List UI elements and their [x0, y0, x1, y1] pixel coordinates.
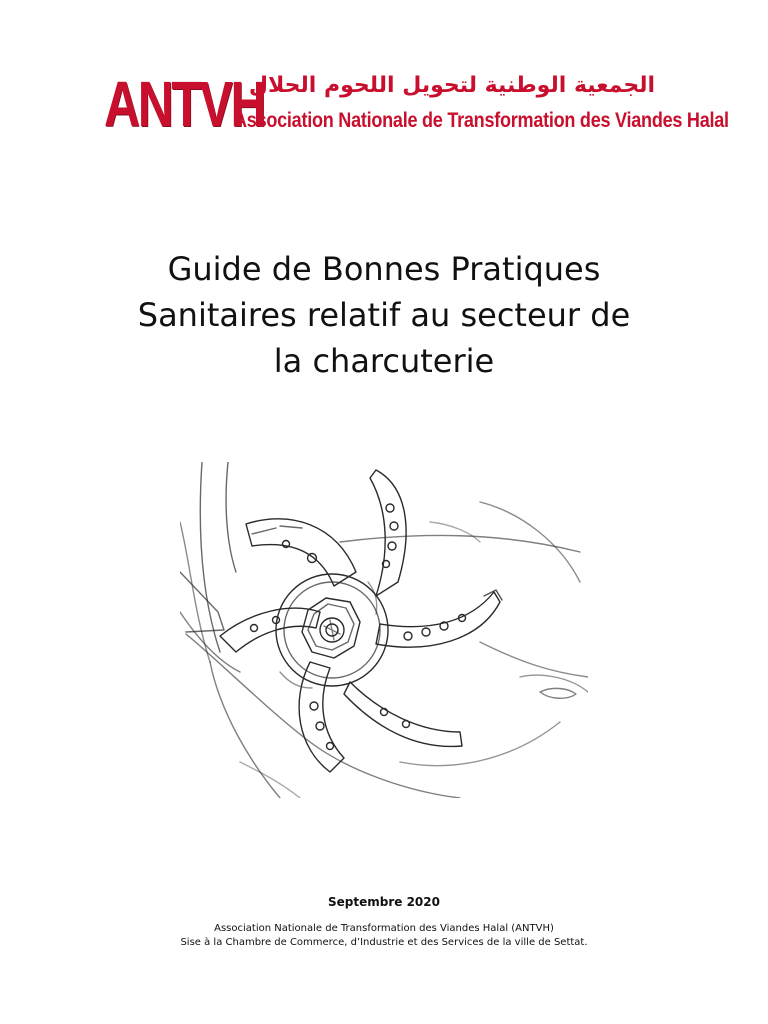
document-title — [60, 246, 708, 384]
footer-line-1: Association Nationale de Transformation des Viandes Halal (ANTVH) — [214, 923, 554, 934]
antvh-logo — [104, 68, 729, 140]
meat-grinder-blade-sketch-icon — [180, 462, 588, 798]
title-line-2: Sanitaires relatif au secteur de — [137, 296, 631, 334]
logo-acronym: ANTVH — [104, 68, 265, 140]
title-line-3: la charcuterie — [273, 342, 495, 380]
footer-line-2: Sise à la Chambre de Commerce, d’Industrie et des Services de la ville de Settat. — [180, 937, 588, 948]
publication-date: Septembre 2020 — [328, 895, 440, 909]
publisher-footer — [0, 922, 768, 950]
title-line-1: Guide de Bonnes Pratiques — [167, 250, 601, 288]
logo-full-name: Association Nationale de Transformation des Viandes Halal — [234, 109, 729, 132]
logo-arabic-name: الجمعية الوطنية لتحويل اللحوم الحلال — [248, 73, 656, 98]
